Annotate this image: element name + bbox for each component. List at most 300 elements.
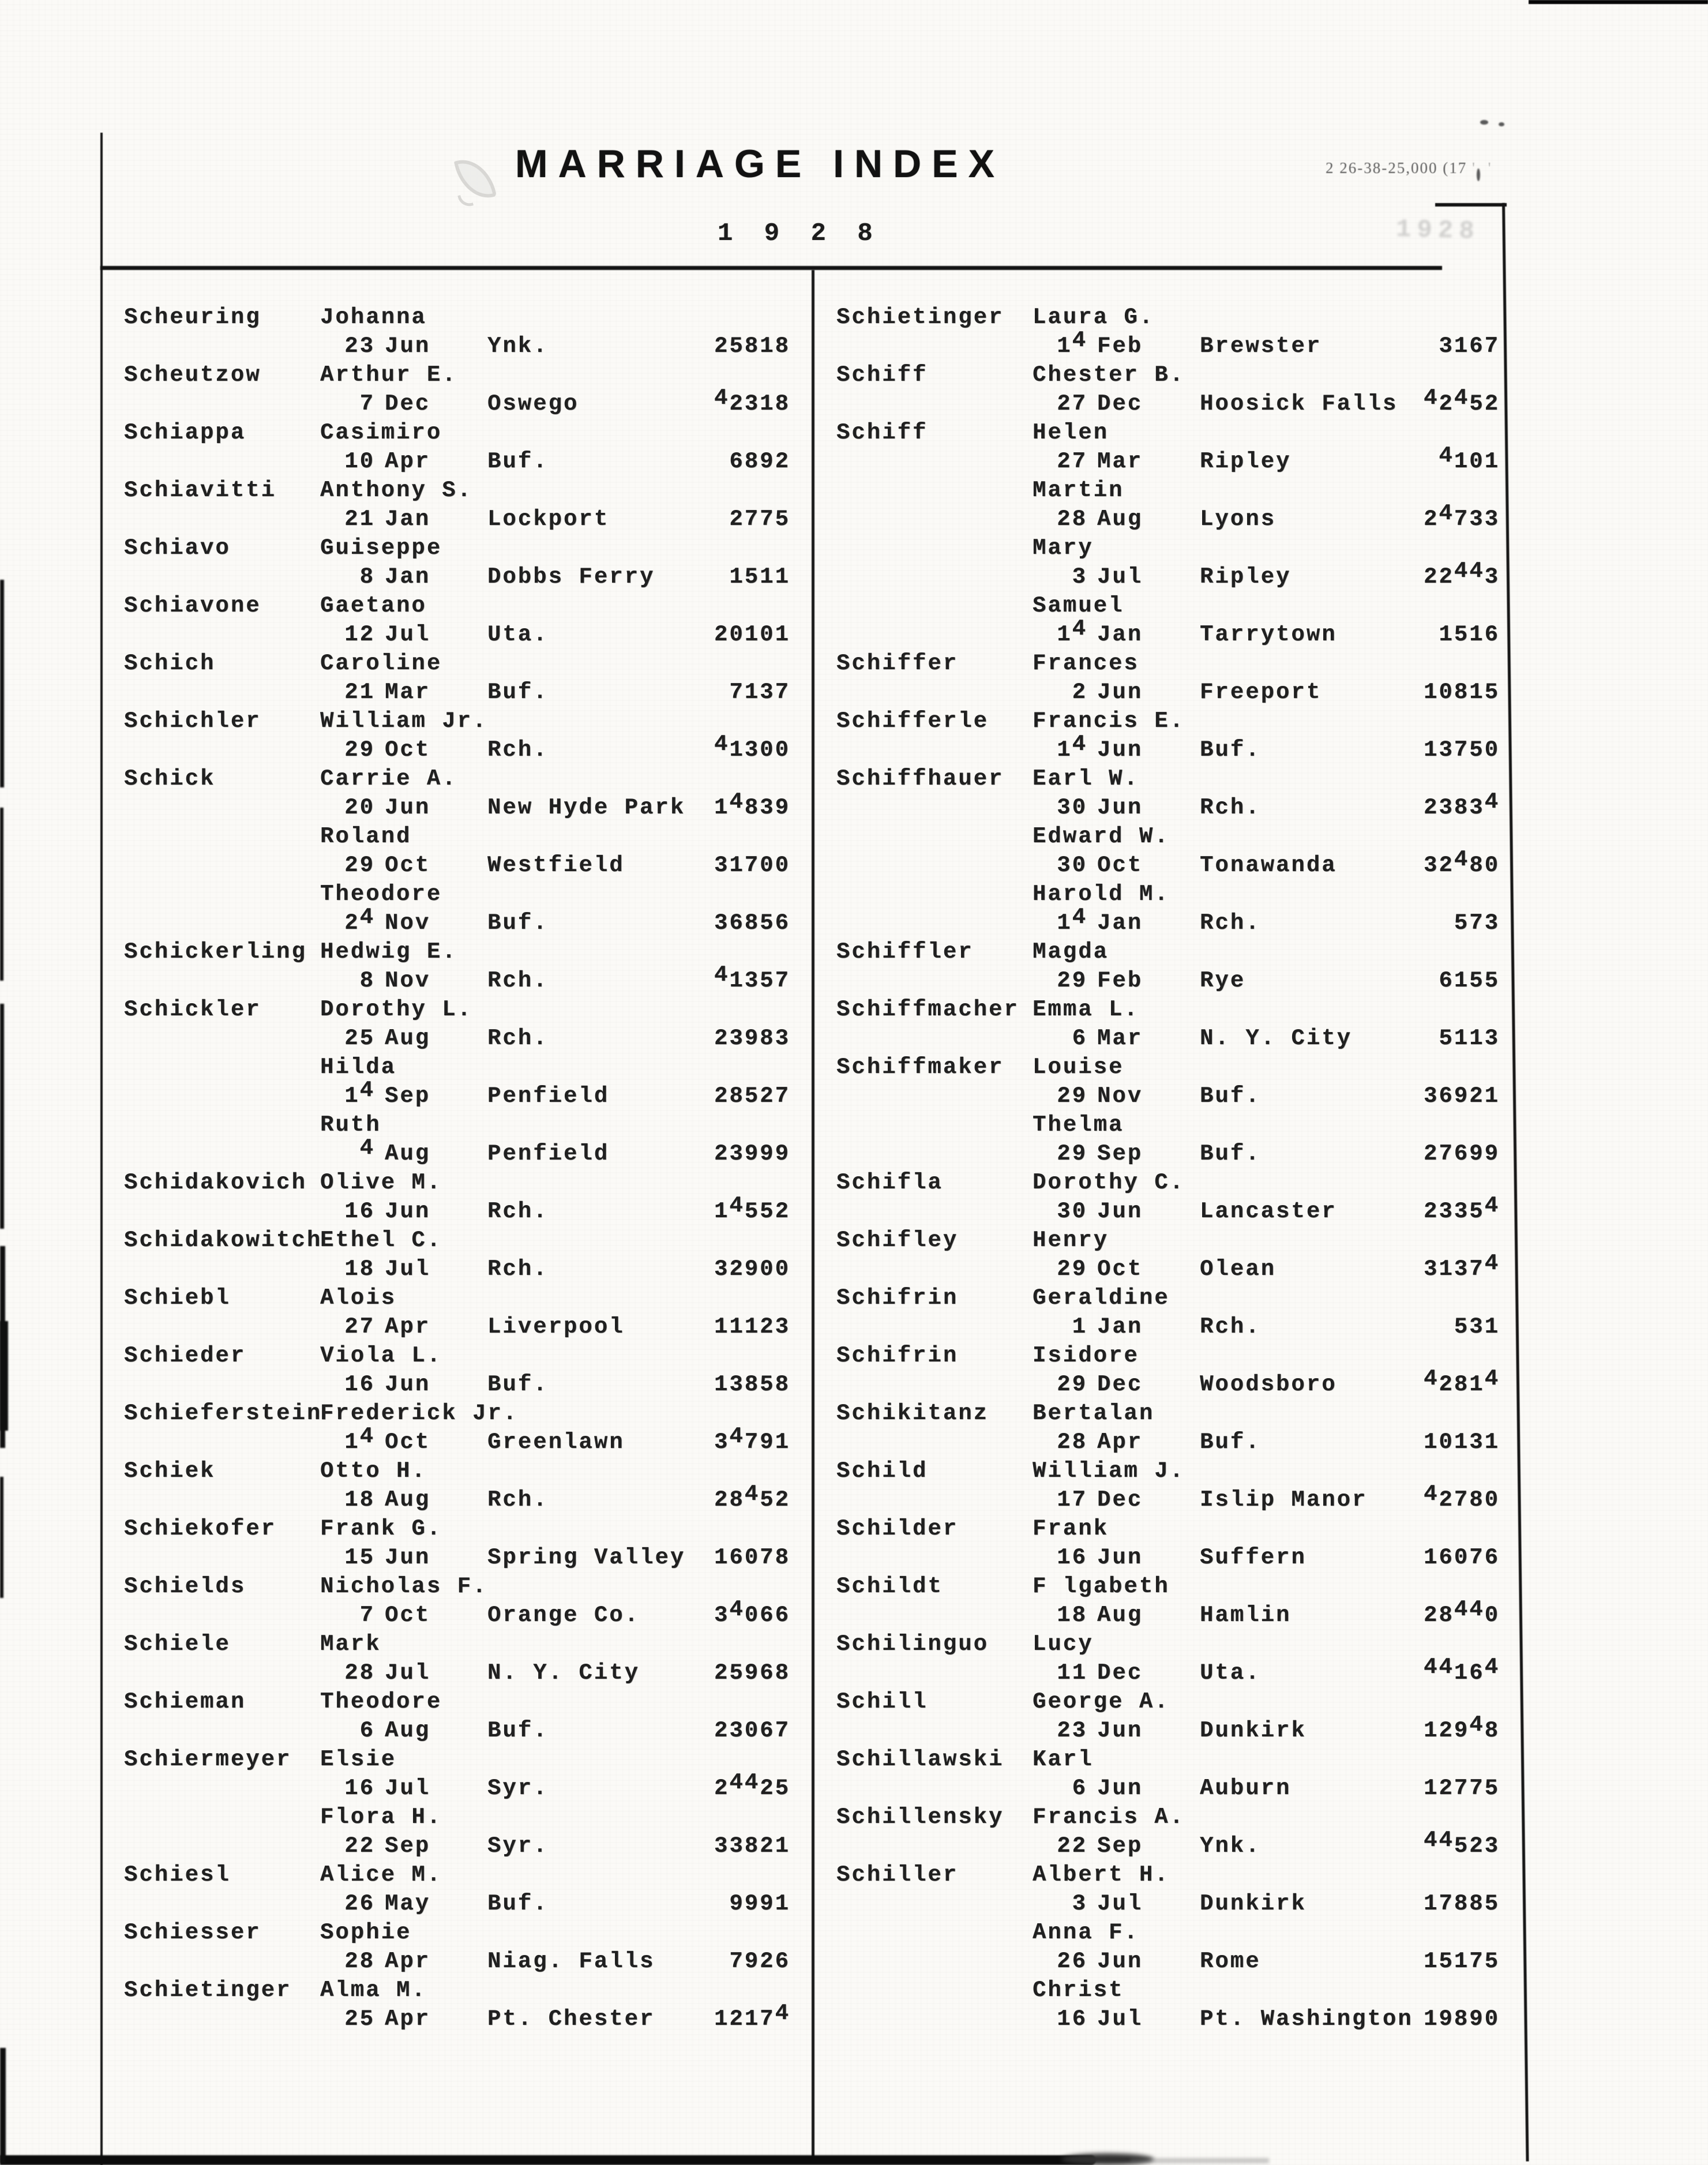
certificate-number-cell: 1516 bbox=[1439, 622, 1500, 647]
place-cell: Rch. bbox=[1200, 795, 1261, 820]
marriage-record-name-line bbox=[124, 1341, 790, 1370]
surname-cell: Schiff bbox=[836, 362, 928, 388]
given-name-cell: Laura G. bbox=[1033, 305, 1155, 330]
place-cell: Rch. bbox=[487, 1256, 549, 1282]
month-cell: Nov bbox=[385, 910, 431, 936]
day-cell: 27 bbox=[1057, 449, 1087, 474]
certificate-number-cell: 33821 bbox=[714, 1833, 790, 1859]
place-cell: Buf. bbox=[487, 1891, 549, 1916]
day-cell: 28 bbox=[1057, 1429, 1087, 1455]
month-cell: Oct bbox=[1097, 853, 1143, 878]
surname-cell: Schiavone bbox=[124, 593, 261, 618]
place-cell: Brewster bbox=[1200, 333, 1322, 359]
certificate-number-cell: 6892 bbox=[729, 449, 790, 474]
place-cell: Ripley bbox=[1200, 564, 1292, 590]
certificate-number-cell: 25818 bbox=[714, 333, 790, 359]
marriage-record-name-line bbox=[124, 1860, 790, 1889]
certificate-number-cell: 12948 bbox=[1423, 1712, 1500, 1743]
given-name-cell: Helen bbox=[1033, 420, 1109, 445]
day-cell: 28 bbox=[344, 1660, 375, 1686]
given-name-cell: Earl W. bbox=[1033, 766, 1139, 791]
surname-cell: Schidakovich bbox=[124, 1170, 307, 1195]
place-cell: Buf. bbox=[1200, 1083, 1261, 1109]
day-cell: 14 bbox=[344, 1424, 375, 1455]
marriage-record-name-line bbox=[836, 1514, 1500, 1543]
marriage-record-date-line bbox=[836, 1481, 1500, 1514]
certificate-number-cell: 27699 bbox=[1423, 1141, 1500, 1166]
surname-cell: Schietinger bbox=[836, 305, 1004, 330]
day-cell: 16 bbox=[344, 1199, 375, 1224]
given-name-cell: Arthur E. bbox=[320, 362, 457, 388]
given-name-cell: Ruth bbox=[320, 1112, 381, 1138]
scan-bottom-bar bbox=[0, 2155, 1096, 2165]
certificate-number-cell: 31700 bbox=[714, 853, 790, 878]
marriage-record-date-line bbox=[124, 731, 790, 764]
marriage-record-date-line bbox=[124, 1370, 790, 1399]
surname-cell: Schifley bbox=[836, 1228, 959, 1253]
scan-bottom-haze bbox=[1131, 2158, 1269, 2163]
certificate-number-cell: 13858 bbox=[714, 1372, 790, 1397]
header-rule bbox=[100, 266, 1442, 270]
surname-cell: Schill bbox=[836, 1689, 928, 1714]
month-cell: Nov bbox=[385, 968, 431, 993]
header-rule-right-step bbox=[1435, 203, 1507, 207]
day-cell: 29 bbox=[1057, 968, 1087, 993]
marriage-record-name-line bbox=[836, 534, 1500, 562]
given-name-cell: Mary bbox=[1033, 535, 1094, 561]
month-cell: Jun bbox=[1097, 1776, 1143, 1801]
given-name-cell: Caroline bbox=[320, 651, 442, 676]
day-cell: 3 bbox=[1072, 1891, 1087, 1916]
marriage-record-date-line bbox=[836, 385, 1500, 418]
certificate-number-cell: 10815 bbox=[1423, 680, 1500, 705]
month-cell: Jun bbox=[1097, 1545, 1143, 1570]
marriage-record-name-line bbox=[836, 361, 1500, 389]
day-cell: 7 bbox=[359, 1603, 375, 1628]
given-name-cell: Frederick Jr. bbox=[320, 1401, 519, 1426]
scan-edge-mark bbox=[0, 1477, 3, 1598]
given-name-cell: Nicholas F. bbox=[320, 1574, 488, 1599]
marriage-record-name-line bbox=[124, 707, 790, 736]
place-cell: Olean bbox=[1200, 1256, 1277, 1282]
certificate-number-cell: 42318 bbox=[714, 385, 790, 417]
marriage-record-name-line bbox=[836, 1918, 1500, 1947]
index-column-left bbox=[124, 303, 790, 2033]
month-cell: Dec bbox=[1097, 1372, 1143, 1397]
marriage-record-date-line bbox=[124, 1889, 790, 1918]
day-cell: 27 bbox=[344, 1314, 375, 1339]
certificate-number-cell: 44164 bbox=[1423, 1654, 1500, 1686]
marriage-record-date-line bbox=[124, 851, 790, 880]
certificate-number-cell: 28527 bbox=[714, 1083, 790, 1109]
certificate-number-cell: 2775 bbox=[729, 506, 790, 532]
surname-cell: Schiebl bbox=[124, 1285, 231, 1311]
marriage-record-date-line bbox=[836, 1947, 1500, 1976]
day-cell: 14 bbox=[1057, 731, 1087, 763]
marriage-record-name-line bbox=[124, 1110, 790, 1139]
marriage-record-date-line bbox=[836, 905, 1500, 937]
certificate-number-cell: 14552 bbox=[714, 1193, 790, 1224]
given-name-cell: George A. bbox=[1033, 1689, 1170, 1714]
marriage-record-name-line bbox=[124, 1803, 790, 1832]
marriage-record-name-line bbox=[124, 1053, 790, 1082]
month-cell: Jan bbox=[385, 506, 431, 532]
place-cell: Rome bbox=[1200, 1949, 1261, 1974]
marriage-record-name-line bbox=[124, 1630, 790, 1659]
month-cell: Jul bbox=[1097, 1891, 1143, 1916]
given-name-cell: Alma M. bbox=[320, 1978, 427, 2003]
marriage-record-date-line bbox=[836, 1312, 1500, 1341]
day-cell: 26 bbox=[1057, 1949, 1087, 1974]
marriage-record-date-line bbox=[124, 1255, 790, 1284]
place-cell: Dobbs Ferry bbox=[487, 564, 655, 590]
marriage-record-date-line bbox=[836, 1543, 1500, 1572]
place-cell: Rch. bbox=[1200, 1314, 1261, 1339]
surname-cell: Schiffmacher bbox=[836, 997, 1019, 1022]
given-name-cell: Emma L. bbox=[1033, 997, 1139, 1022]
month-cell: Jul bbox=[1097, 2006, 1143, 2032]
given-name-cell: Lucy bbox=[1033, 1631, 1094, 1657]
day-cell: 27 bbox=[1057, 391, 1087, 417]
given-name-cell: Christ bbox=[1033, 1978, 1124, 2003]
marriage-record-name-line bbox=[124, 418, 790, 447]
place-cell: Suffern bbox=[1200, 1545, 1307, 1570]
given-name-cell: Carrie A. bbox=[320, 766, 457, 791]
marriage-record-name-line bbox=[124, 534, 790, 562]
place-cell: Woodsboro bbox=[1200, 1372, 1337, 1397]
marriage-record-date-line bbox=[124, 620, 790, 649]
certificate-number-cell: 4101 bbox=[1439, 443, 1500, 474]
day-cell: 14 bbox=[1057, 905, 1087, 936]
marriage-record-date-line bbox=[124, 962, 790, 995]
given-name-cell: Isidore bbox=[1033, 1343, 1139, 1368]
surname-cell: Schieder bbox=[124, 1343, 246, 1368]
place-cell: Syr. bbox=[487, 1776, 549, 1801]
marriage-record-name-line bbox=[836, 1457, 1500, 1485]
day-cell: 29 bbox=[1057, 1256, 1087, 1282]
marriage-record-name-line bbox=[124, 1687, 790, 1716]
surname-cell: Schiffer bbox=[836, 651, 959, 676]
certificate-number-cell: 34791 bbox=[714, 1424, 790, 1455]
marriage-record-date-line bbox=[836, 731, 1500, 764]
marriage-record-name-line bbox=[124, 764, 790, 793]
surname-cell: Schiffmaker bbox=[836, 1055, 1004, 1080]
day-cell: 4 bbox=[359, 1135, 375, 1161]
month-cell: Sep bbox=[385, 1083, 431, 1109]
marriage-record-name-line bbox=[124, 937, 790, 966]
place-cell: Islip Manor bbox=[1200, 1487, 1368, 1513]
marriage-record-date-line bbox=[124, 1135, 790, 1168]
given-name-cell: Francis E. bbox=[1033, 708, 1185, 734]
marriage-record-name-line bbox=[836, 1630, 1500, 1659]
surname-cell: Schiller bbox=[836, 1862, 959, 1888]
certificate-number-cell: 15175 bbox=[1423, 1949, 1500, 1974]
marriage-record-date-line bbox=[124, 789, 790, 822]
month-cell: Aug bbox=[1097, 1603, 1143, 1628]
marriage-record-date-line bbox=[124, 332, 790, 361]
marriage-record-name-line bbox=[836, 1168, 1500, 1197]
surname-cell: Schiffhauer bbox=[836, 766, 1004, 791]
place-cell: Uta. bbox=[487, 622, 549, 647]
day-cell: 30 bbox=[1057, 853, 1087, 878]
day-cell: 8 bbox=[359, 968, 375, 993]
place-cell: Pt. Chester bbox=[487, 2006, 655, 2032]
day-cell: 16 bbox=[1057, 1545, 1087, 1570]
marriage-record-date-line bbox=[124, 1078, 790, 1110]
surname-cell: Schich bbox=[124, 651, 216, 676]
marriage-record-date-line bbox=[836, 501, 1500, 534]
marriage-record-name-line bbox=[836, 764, 1500, 793]
given-name-cell: Edward W. bbox=[1033, 824, 1170, 849]
place-cell: Lyons bbox=[1200, 506, 1277, 532]
given-name-cell: Magda bbox=[1033, 939, 1109, 965]
surname-cell: Schick bbox=[124, 766, 216, 791]
marriage-record-name-line bbox=[836, 1226, 1500, 1255]
day-cell: 29 bbox=[1057, 1083, 1087, 1109]
month-cell: Mar bbox=[1097, 449, 1143, 474]
certificate-number-cell: 34066 bbox=[714, 1597, 790, 1628]
scan-edge-mark bbox=[0, 1004, 4, 1229]
day-cell: 29 bbox=[344, 853, 375, 878]
certificate-number-cell: 41300 bbox=[714, 731, 790, 763]
marriage-record-name-line bbox=[836, 822, 1500, 851]
scan-speck bbox=[1480, 120, 1488, 125]
month-cell: Aug bbox=[385, 1718, 431, 1743]
given-name-cell: Anthony S. bbox=[320, 478, 473, 503]
place-cell: Tarrytown bbox=[1200, 622, 1337, 647]
given-name-cell: Karl bbox=[1033, 1747, 1094, 1772]
place-cell: Lancaster bbox=[1200, 1199, 1337, 1224]
month-cell: Apr bbox=[385, 1314, 431, 1339]
given-name-cell: Francis A. bbox=[1033, 1804, 1185, 1830]
surname-cell: Schillensky bbox=[836, 1804, 1004, 1830]
month-cell: Aug bbox=[1097, 506, 1143, 532]
day-cell: 29 bbox=[1057, 1141, 1087, 1166]
marriage-record-date-line bbox=[124, 1832, 790, 1860]
day-cell: 26 bbox=[344, 1891, 375, 1916]
marriage-record-date-line bbox=[124, 1947, 790, 1976]
certificate-number-cell: 19890 bbox=[1423, 2006, 1500, 2032]
day-cell: 22 bbox=[344, 1833, 375, 1859]
month-cell: Jul bbox=[385, 1256, 431, 1282]
given-name-cell: Sophie bbox=[320, 1920, 412, 1945]
marriage-record-name-line bbox=[836, 995, 1500, 1024]
day-cell: 21 bbox=[344, 506, 375, 532]
certificate-number-cell: 42780 bbox=[1423, 1481, 1500, 1513]
certificate-number-cell: 23067 bbox=[714, 1718, 790, 1743]
scan-speck bbox=[1499, 122, 1504, 126]
certificate-number-cell: 42452 bbox=[1423, 385, 1500, 417]
month-cell: Aug bbox=[385, 1026, 431, 1051]
certificate-number-cell: 23999 bbox=[714, 1141, 790, 1166]
place-cell: Buf. bbox=[487, 1718, 549, 1743]
marriage-record-name-line bbox=[124, 822, 790, 851]
surname-cell: Schiek bbox=[124, 1458, 216, 1484]
given-name-cell: Flora H. bbox=[320, 1804, 442, 1830]
marriage-record-date-line bbox=[836, 789, 1500, 822]
marriage-record-name-line bbox=[836, 880, 1500, 909]
certificate-number-cell: 9991 bbox=[729, 1891, 790, 1916]
marriage-record-name-line bbox=[836, 418, 1500, 447]
leaf-watermark bbox=[454, 153, 497, 204]
month-cell: Jun bbox=[385, 1372, 431, 1397]
scan-edge-mark bbox=[0, 580, 4, 787]
year-label: 1 9 2 8 bbox=[718, 219, 881, 248]
surname-cell: Schickler bbox=[124, 997, 261, 1022]
marriage-record-name-line bbox=[124, 1226, 790, 1255]
month-cell: Jun bbox=[1097, 795, 1143, 820]
given-name-cell: Henry bbox=[1033, 1228, 1109, 1253]
place-cell: Rch. bbox=[487, 1026, 549, 1051]
month-cell: Oct bbox=[385, 1603, 431, 1628]
month-cell: Sep bbox=[385, 1833, 431, 1859]
given-name-cell: Hedwig E. bbox=[320, 939, 457, 965]
day-cell: 23 bbox=[1057, 1718, 1087, 1743]
marriage-record-date-line bbox=[124, 1659, 790, 1687]
surname-cell: Scheutzow bbox=[124, 362, 261, 388]
place-cell: Buf. bbox=[1200, 1141, 1261, 1166]
month-cell: Jan bbox=[1097, 1314, 1143, 1339]
place-cell: Freeport bbox=[1200, 680, 1322, 705]
certificate-number-cell: 22443 bbox=[1423, 558, 1500, 590]
marriage-record-date-line bbox=[124, 505, 790, 534]
place-cell: Rch. bbox=[1200, 910, 1261, 936]
marriage-record-date-line bbox=[836, 1082, 1500, 1110]
certificate-number-cell: 16078 bbox=[714, 1545, 790, 1570]
day-cell: 16 bbox=[344, 1776, 375, 1801]
month-cell: Jun bbox=[1097, 737, 1143, 763]
certificate-number-cell: 31374 bbox=[1423, 1251, 1500, 1282]
certificate-number-cell: 36921 bbox=[1423, 1083, 1500, 1109]
month-cell: Jun bbox=[385, 795, 431, 820]
given-name-cell: Roland bbox=[320, 824, 412, 849]
certificate-number-cell: 41357 bbox=[714, 962, 790, 993]
marriage-record-date-line bbox=[836, 966, 1500, 995]
marriage-record-date-line bbox=[836, 558, 1500, 591]
marriage-record-date-line bbox=[836, 678, 1500, 707]
surname-cell: Schiermeyer bbox=[124, 1747, 292, 1772]
given-name-cell: Frank bbox=[1033, 1516, 1109, 1541]
surname-cell: Schichler bbox=[124, 708, 261, 734]
surname-cell: Schiele bbox=[124, 1631, 231, 1657]
marriage-record-name-line bbox=[124, 476, 790, 505]
marriage-record-name-line bbox=[836, 591, 1500, 620]
month-cell: Oct bbox=[385, 737, 431, 763]
certificate-number-cell: 25968 bbox=[714, 1660, 790, 1686]
certificate-number-cell: 32480 bbox=[1423, 847, 1500, 878]
day-cell: 24 bbox=[344, 905, 375, 936]
month-cell: Nov bbox=[1097, 1083, 1143, 1109]
certificate-number-cell: 16076 bbox=[1423, 1545, 1500, 1570]
surname-cell: Schields bbox=[124, 1574, 246, 1599]
certificate-number-cell: 42814 bbox=[1423, 1366, 1500, 1397]
day-cell: 10 bbox=[344, 449, 375, 474]
given-name-cell: Johanna bbox=[320, 305, 427, 330]
marriage-record-name-line bbox=[124, 1745, 790, 1774]
marriage-record-date-line bbox=[124, 1193, 790, 1226]
day-cell: 15 bbox=[344, 1545, 375, 1570]
marriage-record-name-line bbox=[836, 1284, 1500, 1312]
day-cell: 25 bbox=[344, 2006, 375, 2032]
place-cell: Lockport bbox=[487, 506, 610, 532]
place-cell: Spring Valley bbox=[487, 1545, 686, 1570]
marriage-record-name-line bbox=[124, 1976, 790, 2005]
certificate-number-cell: 23983 bbox=[714, 1026, 790, 1051]
day-cell: 3 bbox=[1072, 564, 1087, 590]
day-cell: 2 bbox=[1072, 680, 1087, 705]
marriage-record-name-line bbox=[124, 1918, 790, 1947]
surname-cell: Schikitanz bbox=[836, 1401, 989, 1426]
place-cell: Hoosick Falls bbox=[1200, 391, 1398, 417]
marriage-record-date-line bbox=[836, 1828, 1500, 1860]
surname-cell: Schiekofer bbox=[124, 1516, 277, 1541]
surname-cell: Schiappa bbox=[124, 420, 246, 445]
marriage-record-date-line bbox=[124, 447, 790, 476]
place-cell: Ynk. bbox=[487, 333, 549, 359]
place-cell: Rch. bbox=[487, 1199, 549, 1224]
day-cell: 30 bbox=[1057, 795, 1087, 820]
certificate-number-cell: 6155 bbox=[1439, 968, 1500, 993]
marriage-record-name-line bbox=[836, 1745, 1500, 1774]
certificate-number-cell: 23834 bbox=[1423, 789, 1500, 820]
day-cell: 18 bbox=[344, 1487, 375, 1513]
month-cell: Dec bbox=[1097, 1660, 1143, 1686]
given-name-cell: Dorothy L. bbox=[320, 997, 473, 1022]
surname-cell: Schilder bbox=[836, 1516, 959, 1541]
marriage-record-name-line bbox=[836, 476, 1500, 505]
given-name-cell: Casimiro bbox=[320, 420, 442, 445]
surname-cell: Schiffler bbox=[836, 939, 974, 965]
month-cell: Oct bbox=[385, 1429, 431, 1455]
place-cell: Uta. bbox=[1200, 1660, 1261, 1686]
place-cell: Pt. Washington bbox=[1200, 2006, 1413, 2032]
given-name-cell: Gaetano bbox=[320, 593, 427, 618]
marriage-record-name-line bbox=[836, 303, 1500, 332]
certificate-number-cell: 24425 bbox=[714, 1770, 790, 1801]
place-cell: Penfield bbox=[487, 1083, 610, 1109]
marriage-record-name-line bbox=[124, 591, 790, 620]
marriage-record-name-line bbox=[124, 361, 790, 389]
place-cell: Ripley bbox=[1200, 449, 1292, 474]
marriage-record-name-line bbox=[836, 1687, 1500, 1716]
marriage-record-name-line bbox=[836, 1803, 1500, 1832]
month-cell: Jul bbox=[385, 622, 431, 647]
day-cell: 6 bbox=[359, 1718, 375, 1743]
given-name-cell: Viola L. bbox=[320, 1343, 442, 1368]
day-cell: 29 bbox=[344, 737, 375, 763]
certificate-number-cell: 24733 bbox=[1423, 501, 1500, 532]
month-cell: Apr bbox=[385, 1949, 431, 1974]
given-name-cell: Louise bbox=[1033, 1055, 1124, 1080]
month-cell: Sep bbox=[1097, 1833, 1143, 1859]
surname-cell: Schifla bbox=[836, 1170, 943, 1195]
marriage-record-name-line bbox=[836, 649, 1500, 678]
month-cell: Apr bbox=[385, 2006, 431, 2032]
marriage-record-date-line bbox=[836, 1428, 1500, 1457]
marriage-record-name-line bbox=[836, 937, 1500, 966]
month-cell: Jan bbox=[1097, 622, 1143, 647]
marriage-record-name-line bbox=[124, 880, 790, 909]
month-cell: Mar bbox=[385, 680, 431, 705]
surname-cell: Schiesl bbox=[124, 1862, 231, 1888]
marriage-record-date-line bbox=[124, 1770, 790, 1803]
day-cell: 25 bbox=[344, 1026, 375, 1051]
given-name-cell: Bertalan bbox=[1033, 1401, 1155, 1426]
given-name-cell: Harold M. bbox=[1033, 881, 1170, 907]
marriage-record-date-line bbox=[124, 562, 790, 591]
column-divider bbox=[812, 270, 814, 2158]
certificate-number-cell: 11123 bbox=[714, 1314, 790, 1339]
